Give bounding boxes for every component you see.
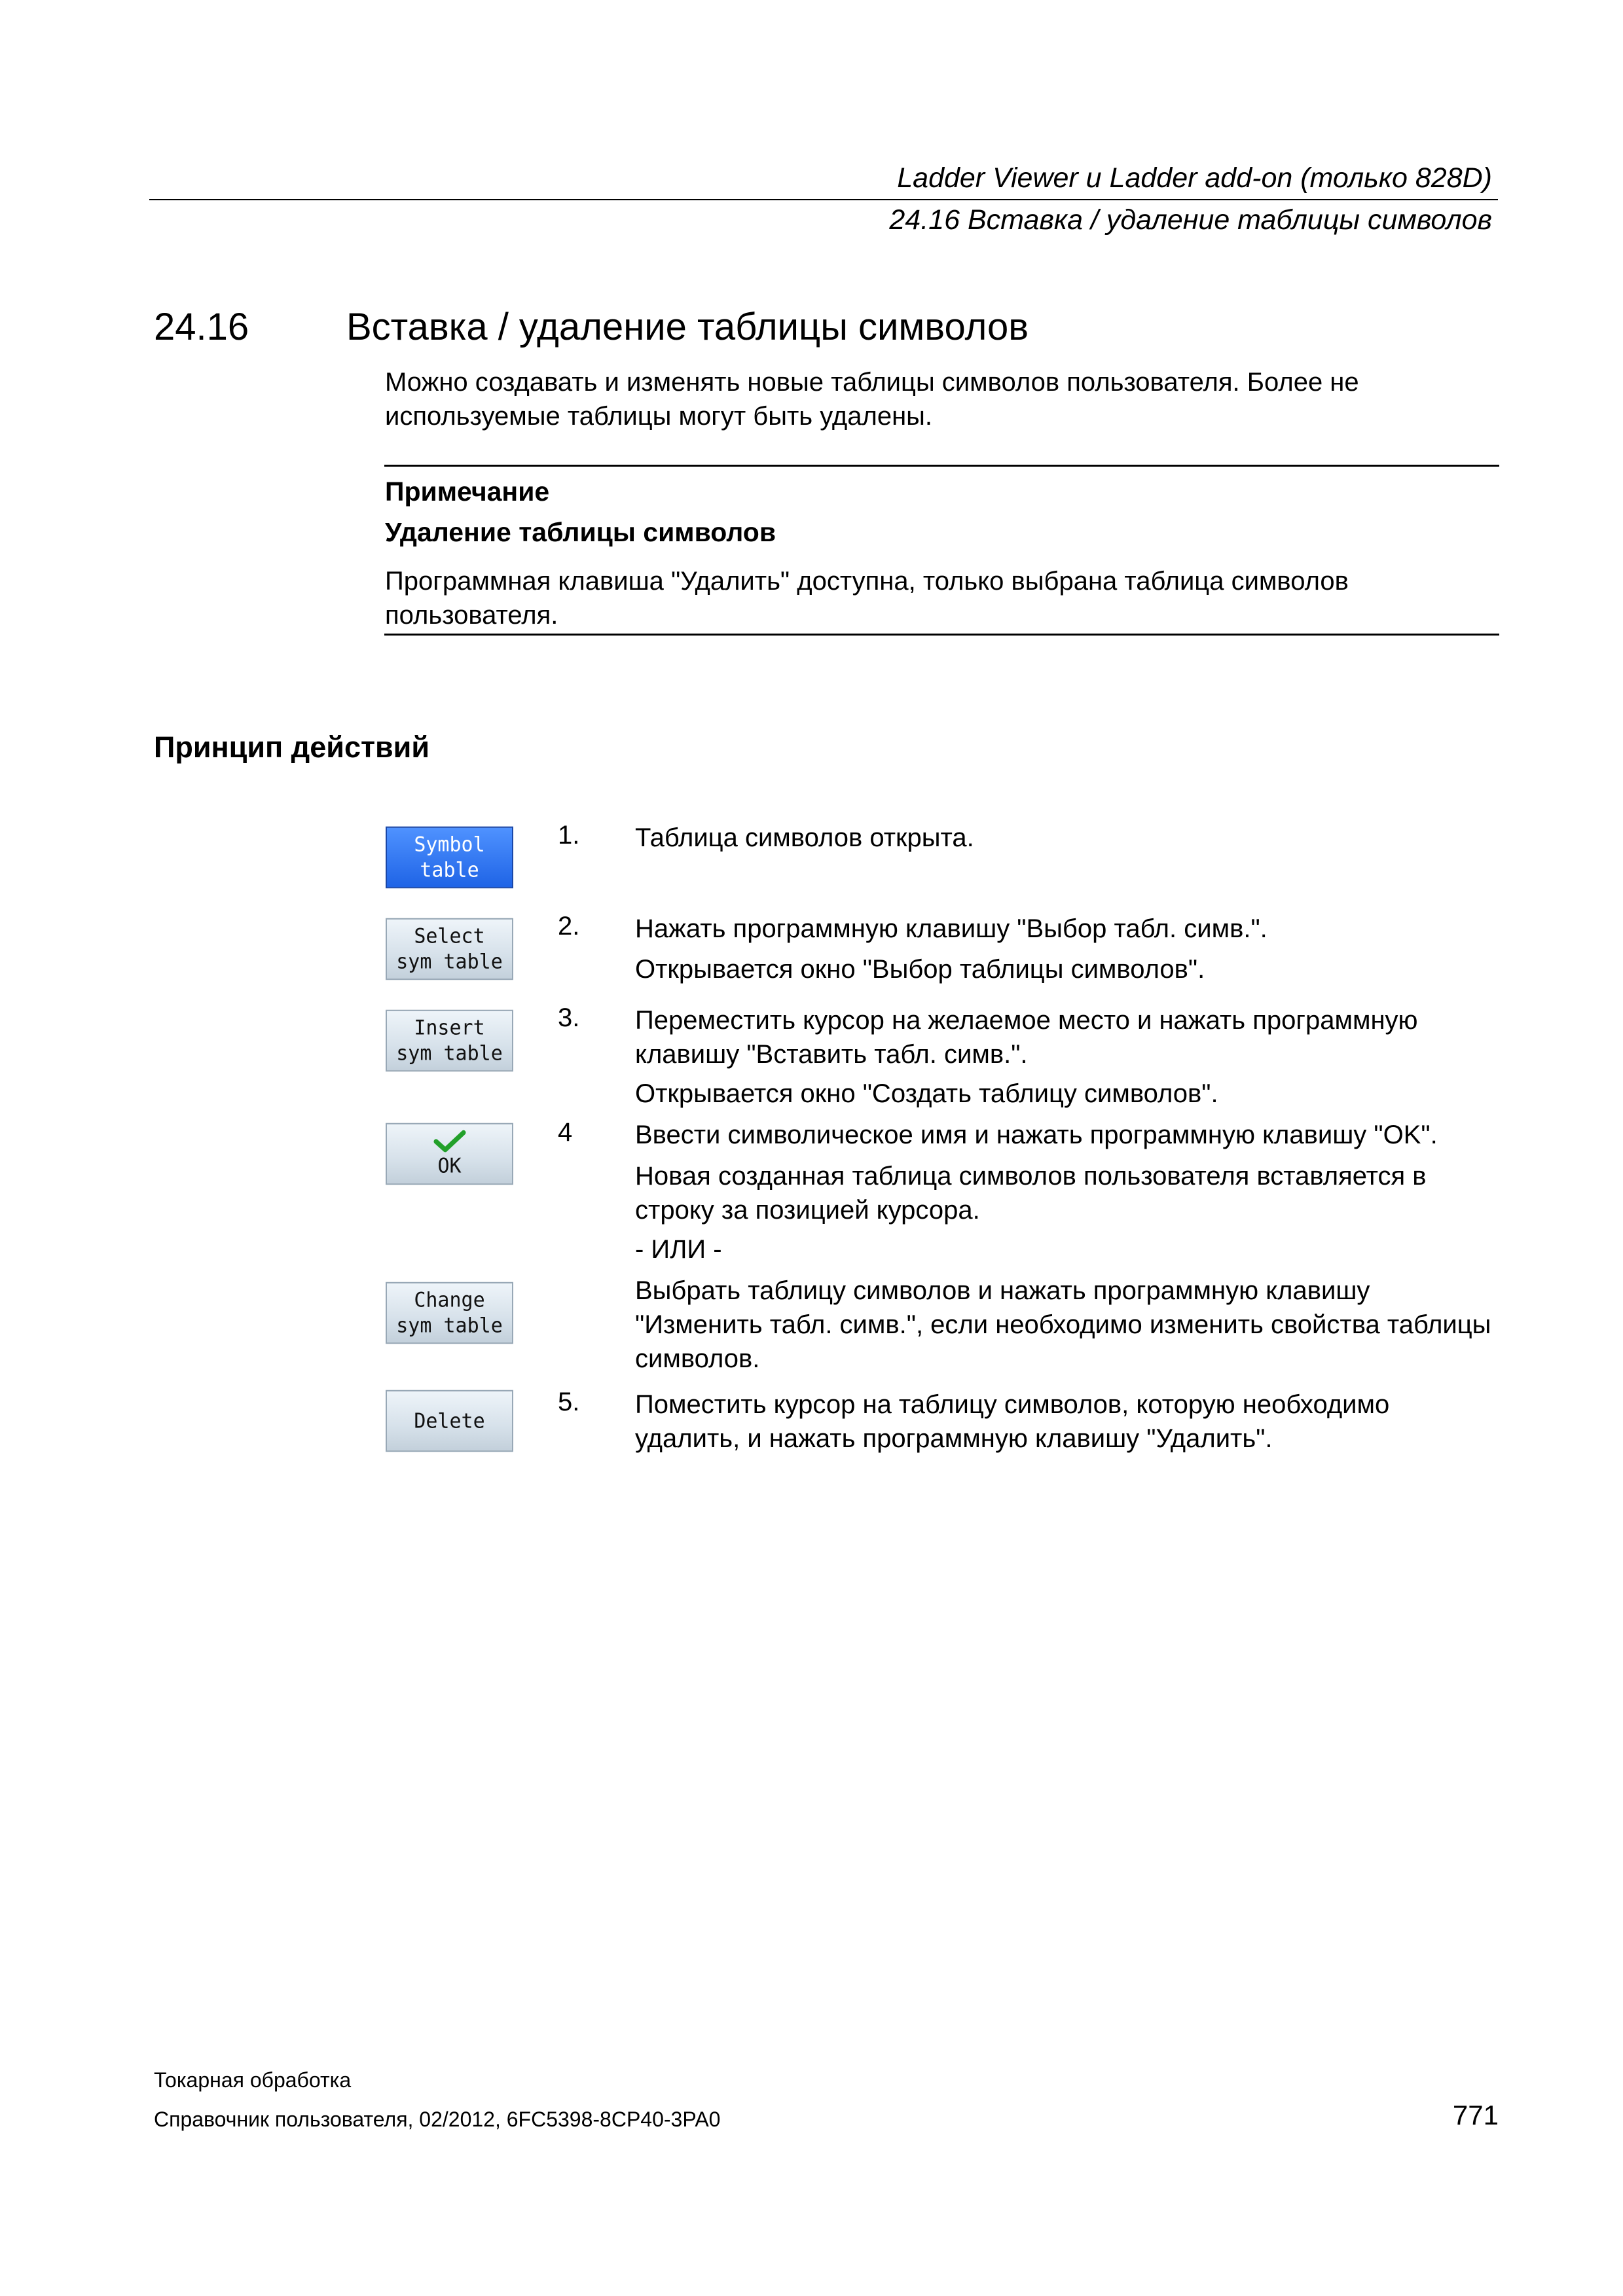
step-number: 4	[558, 1118, 573, 1147]
softkey-label-line2: sym table	[396, 1314, 503, 1338]
softkey-label-line1: Symbol	[414, 833, 485, 857]
softkey-label: OK	[437, 1153, 462, 1178]
step-result-text: Открывается окно "Выбор таблицы символов".	[635, 955, 1205, 984]
symbol-table-softkey[interactable]	[386, 827, 513, 889]
note-bottom-rule	[384, 634, 1499, 636]
ok-softkey[interactable]	[386, 1123, 513, 1185]
softkey-label-line1: Change	[414, 1288, 485, 1312]
softkey-label-line1: Select	[414, 924, 485, 948]
step-number: 3.	[558, 1003, 580, 1032]
step-text: Ввести символическое имя и нажать программную клавишу "OK".	[635, 1121, 1438, 1149]
page-number: 771	[1452, 2100, 1499, 2130]
header-rule	[149, 199, 1498, 200]
running-header-section: 24.16 Вставка / удаление таблицы символов	[889, 204, 1492, 236]
step-number: 1.	[558, 821, 580, 850]
note-subtitle: Удаление таблицы символов	[385, 517, 776, 547]
softkey-label: Delete	[414, 1408, 485, 1433]
step-text: Нажать программную клавишу "Выбор табл. симв.".	[635, 914, 1267, 943]
change-sym-table-softkey[interactable]	[386, 1282, 513, 1344]
step-text: Таблица символов открыта.	[635, 823, 974, 852]
step-result-text: Новая созданная таблица символов пользователя вставляется в строку за позицией курсора.	[635, 1162, 1427, 1225]
section-title: Вставка / удаление таблицы символов	[346, 306, 1029, 348]
softkey-label-line2: sym table	[396, 1041, 503, 1066]
insert-sym-table-softkey[interactable]	[386, 1010, 513, 1072]
note-text: Программная клавиша "Удалить" доступна, только выбрана таблица символов пользователя.	[385, 567, 1349, 630]
note-top-rule	[384, 465, 1499, 467]
intro-paragraph: Можно создавать и изменять новые таблицы символов пользователя. Более не используемые таблицы могут быть удалены.	[385, 368, 1359, 431]
step-text: Переместить курсор на желаемое место и нажать программную клавишу "Вставить табл. симв.".	[635, 1006, 1418, 1069]
note-title: Примечание	[385, 476, 550, 507]
running-header-chapter: Ladder Viewer и Ladder add-on (только 828D)	[897, 162, 1492, 194]
select-sym-table-softkey[interactable]	[386, 918, 513, 980]
step-text: Поместить курсор на таблицу символов, которую необходимо удалить, и нажать программную клавишу "Удалить".	[635, 1390, 1390, 1453]
step-number: 5.	[558, 1388, 580, 1416]
principle-heading: Принцип действий	[154, 730, 429, 764]
check-icon	[433, 1130, 466, 1153]
softkey-label-line2: table	[420, 858, 479, 882]
step-alt-text: Выбрать таблицу символов и нажать программную клавишу "Изменить табл. симв.", если необходимо изменить свойства таблицы символов.	[635, 1276, 1491, 1373]
softkey-label-line2: sym table	[396, 950, 503, 974]
footer-manual-info: Справочник пользователя, 02/2012, 6FC5398-8CP40-3PA0	[154, 2108, 721, 2131]
step-number: 2.	[558, 912, 580, 941]
softkey-label-line1: Insert	[414, 1016, 485, 1040]
step-result-text: Открывается окно "Создать таблицу символов".	[635, 1079, 1218, 1108]
delete-softkey[interactable]	[386, 1390, 513, 1452]
section-number: 24.16	[154, 306, 249, 348]
footer-manual-title: Токарная обработка	[154, 2068, 352, 2092]
or-separator: - ИЛИ -	[635, 1235, 722, 1264]
